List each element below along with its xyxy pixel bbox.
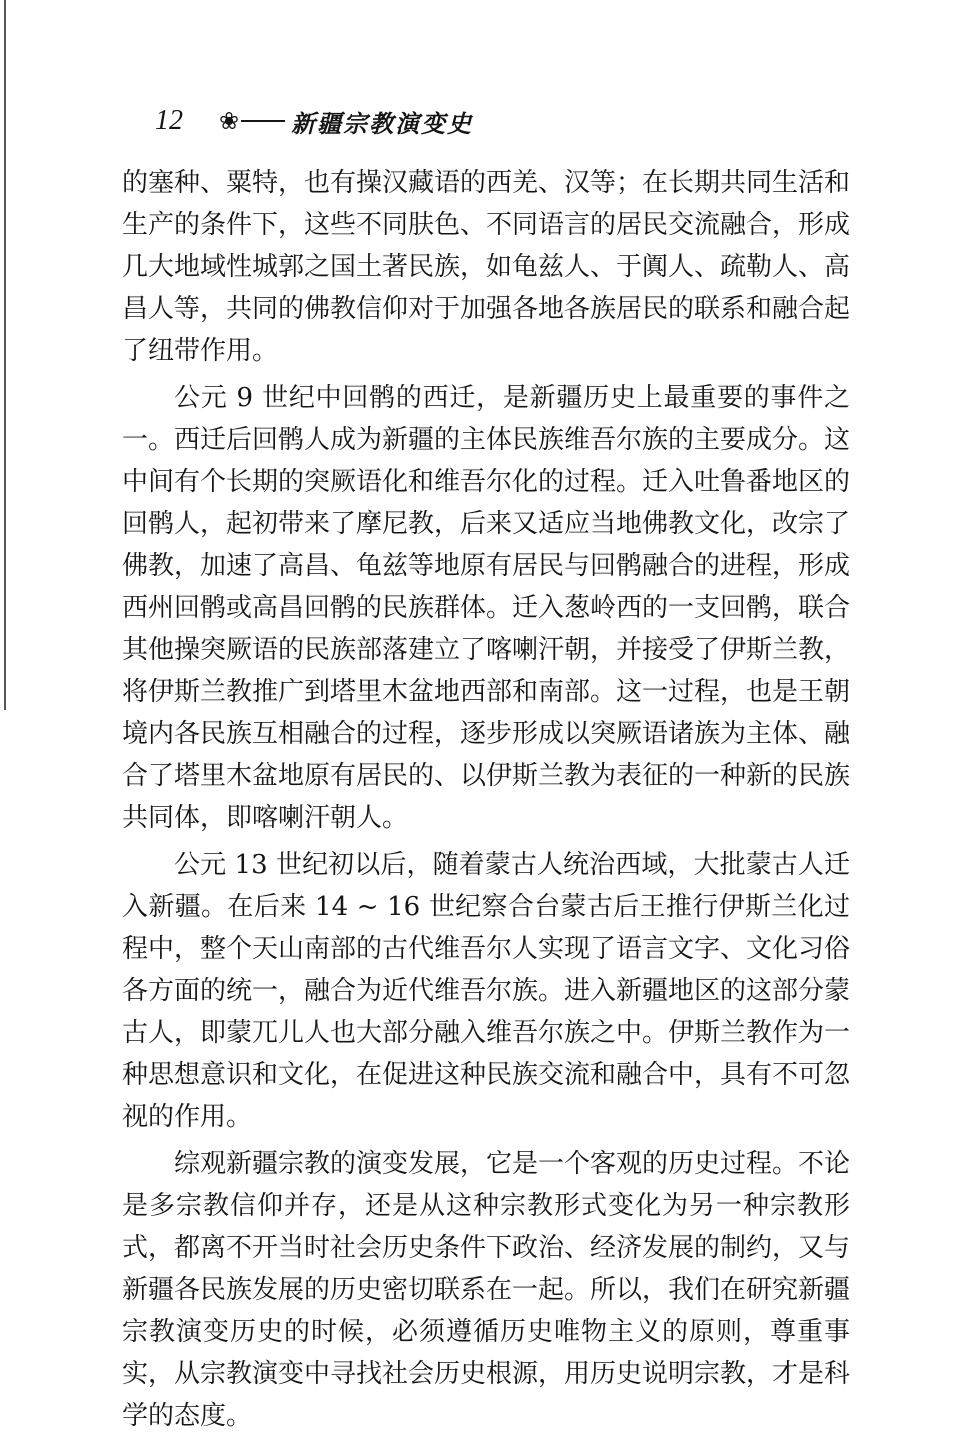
page-number: 12	[155, 105, 183, 136]
running-header	[155, 103, 473, 139]
body-text	[122, 162, 850, 1442]
flower-ornament-icon: ❀	[219, 107, 240, 135]
paragraph: 公元 9 世纪中回鹘的西迁，是新疆历史上最重要的事件之一。西迁后回鹘人成为新疆的主体民族维吾尔族的主要成分。这中间有个长期的突厥语化和维吾尔化的过程。迁入吐鲁番地区的回鹘人，起初带来了摩尼教，后来又适应当地佛教文化，改宗了佛教，加速了高昌、龟兹等地原有居民与回鹘融合的进程，形成西州回鹘或高昌回鹘的民族群体。迁入葱岭西的一支回鹘，联合其他操突厥语的民族部落建立了喀喇汗朝，并接受了伊斯兰教，将伊斯兰教推广到塔里木盆地西部和南部。这一过程，也是王朝境内各民族互相融合的过程，逐步形成以突厥语诸族为主体、融合了塔里木盆地原有居民的、以伊斯兰教为表征的一种新的民族共同体，即喀喇汗朝人。	[122, 383, 851, 833]
paragraph: 公元 13 世纪初以后，随着蒙古人统治西域，大批蒙古人迁入新疆。在后来 14 ~ 16 世纪察合台蒙古后王推行伊斯兰化过程中，整个天山南部的古代维吾尔人实现了语言文字、文化习俗各方面的统一，融合为近代维吾尔族。进入新疆地区的这部分蒙古人，即蒙兀儿人也大部分融入维吾尔族之中。伊斯兰教作为一种思想意识和文化，在促进这种民族交流和融合中，具有不可忽视的作用。	[122, 850, 851, 1132]
running-title: 新疆宗教演变史	[291, 109, 474, 138]
paragraph: 综观新疆宗教的演变发展，它是一个客观的历史过程。不论是多宗教信仰并存，还是从这种宗教形式变化为另一种宗教形式，都离不开当时社会历史条件下政治、经济发展的制约，又与新疆各民族发展的历史密切联系在一起。所以，我们在研究新疆宗教演变历史的时候，必须遵循历史唯物主义的原则，尊重事实，从宗教演变中寻找社会历史根源，用历史说明宗教，才是科学的态度。	[122, 1149, 851, 1431]
paragraph-continued: 的塞种、粟特，也有操汉藏语的西羌、汉等；在长期共同生活和生产的条件下，这些不同肤色、不同语言的居民交流融合，形成几大地域性城郭之国土著民族，如龟兹人、于阗人、疏勒人、高昌人等，共同的佛教信仰对于加强各地各族居民的联系和融合起了纽带作用。	[122, 168, 851, 366]
header-dash-divider	[241, 120, 285, 122]
page-edge-rule	[4, 0, 6, 710]
